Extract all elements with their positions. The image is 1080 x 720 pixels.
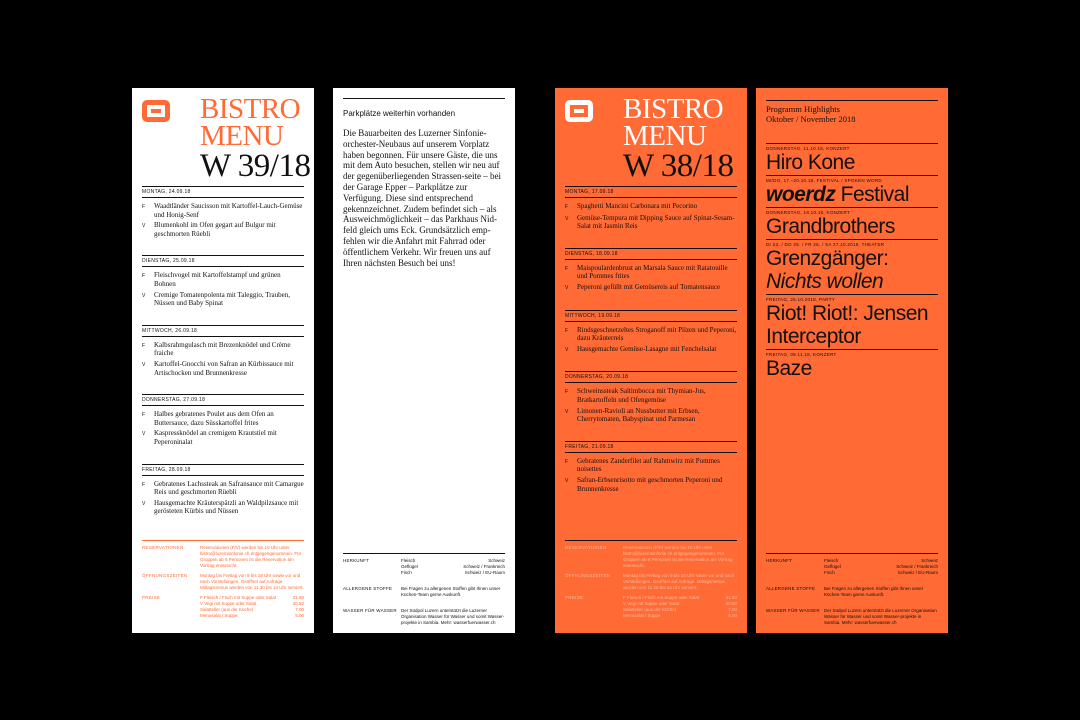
event-name: Baze <box>766 357 812 380</box>
origin-item: Fisch <box>401 570 412 575</box>
price-value: 20.50 <box>292 601 304 606</box>
dish <box>142 499 304 516</box>
dish-code: F <box>565 458 569 465</box>
day-block <box>565 186 737 231</box>
reservation-text: Reservationen (F/V) werden bis 10 Uhr unter bistro@luzernsinfonie.ch entgegengenommen. Für Gruppen ab 6 Personen ist die Reservation am Vortrag erwünscht. <box>623 545 733 568</box>
price-value: 21.50 <box>292 595 304 600</box>
dish-text: Blumenkohl im Ofen gegart auf Bulgur mit geschmorten Rüebli <box>154 221 276 238</box>
dish <box>565 283 737 293</box>
prices-label: PREISE <box>565 595 584 600</box>
price-name: F Fleisch / Fisch mit Suppe oder Salat <box>623 595 700 600</box>
event-subtitle: Nichts wollen <box>766 270 884 293</box>
event-list <box>766 143 938 381</box>
notice-heading: Parkplätze weiterhin vorhanden <box>343 98 505 118</box>
hours-row <box>142 569 304 591</box>
dish-text: Kalbsrahmgulasch mit Brezenknödel und Crème fraiche <box>154 340 291 358</box>
dish <box>565 264 737 281</box>
menu-info <box>142 540 304 619</box>
price-name: Menusalat / Suppe <box>623 613 661 618</box>
event-item <box>766 143 938 174</box>
day-block <box>142 464 304 516</box>
program-sheet <box>756 88 948 633</box>
dish <box>565 202 737 212</box>
day-block <box>565 371 737 423</box>
dish-text: Gebratenes Lachssteak an Safransauce mit Camargue Reis und geschmorten Rüebli <box>154 479 304 497</box>
dish <box>565 345 737 355</box>
title-line-2: MENU <box>623 120 707 152</box>
origin-source: Schweiz / Frankreich <box>896 564 938 569</box>
dish-text: Hausgemachte Kräuterspätzli an Waldpilzsauce mit gerösteten Kürbis und Nüssen <box>154 498 299 516</box>
menu-title <box>200 93 311 184</box>
menu-info <box>565 540 737 619</box>
title-line-1: BISTRO <box>200 93 301 125</box>
price-value: 21.50 <box>725 595 737 600</box>
origin-source: Schweiz / Frankreich <box>463 564 505 569</box>
dish-code: F <box>565 327 569 334</box>
day-label: FREITAG, 28.09.18 <box>142 464 304 476</box>
event-item <box>766 349 938 380</box>
program-period: Oktober / November 2018 <box>766 114 856 124</box>
day-block <box>142 394 304 446</box>
hours-row <box>565 569 737 591</box>
reservation-text: Reservationen (F/V) werden bis 10 Uhr unter bistro@luzernsinfonie.ch entgegengenommen. Für Gruppen ab 6 Personen ist die Reservation am Vortrag erwünscht. <box>200 545 302 568</box>
price-value: 7.00 <box>295 607 304 612</box>
day-block <box>565 441 737 493</box>
dish <box>565 214 737 231</box>
allergen-label: ALLERGENE STOFFE <box>766 586 816 591</box>
dish-code: F <box>142 273 146 280</box>
prices-label: PREISE <box>142 595 161 600</box>
dish-text: Fleischvogel mit Kartoffelstampf und grünen Bohnen <box>154 271 281 288</box>
dish-text: Gemüse-Tempura mit Dipping Sauce auf Spinat-Sesam-Salat mit Jasmin Reis <box>577 213 735 231</box>
weekly-menu <box>565 186 737 510</box>
dish <box>565 387 737 404</box>
origin-items <box>824 558 876 576</box>
price-list <box>623 595 737 619</box>
reservation-row <box>565 541 737 569</box>
event-name: Hiro Kone <box>766 151 855 174</box>
dish-text: Waadtländer Saucisson mit Kartoffel-Lauch-Gemüse und Honig-Senf <box>154 202 303 219</box>
origin-source: Schweiz / EU-Raum <box>464 570 505 575</box>
notice-footer <box>343 553 505 632</box>
day-label: MONTAG, 17.09.18 <box>565 186 737 198</box>
dish-text: Peperoni gefüllt mit Gemüsereis auf Tomatensauce <box>577 282 721 291</box>
day-label: DIENSTAG, 25.09.18 <box>142 255 304 267</box>
dish <box>142 429 304 446</box>
day-block <box>142 255 304 307</box>
origin-items <box>401 558 453 576</box>
dish <box>142 341 304 358</box>
event-meta: MI/DO, 17.–20.10.18, FESTIVAL / SPOKEN WORD <box>766 178 882 183</box>
price-line <box>200 613 304 619</box>
event-item <box>766 239 938 293</box>
allergen-row <box>343 582 505 604</box>
event-meta: FREITAG, 26.10.2018, PARTY <box>766 297 836 302</box>
dish-text: Gebratenes Zanderfilet auf Rahmwirz mit Pommes noisettes <box>577 456 720 474</box>
reservation-label: RESERVATIONEN <box>565 545 607 550</box>
dish-text: Limonen-Ravioli an Nussbutter mit Erbsen, Cherrytomaten, Babyspinat und Parmesan <box>577 406 700 424</box>
allergen-text: Bei Fragen zu allergenen Stoffen gibt Ihnen unser Küchen-Team gerne Auskunft. <box>401 586 501 597</box>
dish-code: V <box>142 292 146 299</box>
price-value: 5.00 <box>295 613 304 618</box>
allergen-row <box>766 582 938 604</box>
dish-text: Safran-Erbsenrisotto mit geschmorten Peperoni und Brunnenkresse <box>577 475 723 493</box>
dish-text: Halbes gebratenes Poulet aus dem Ofen an Buttersauce, dazu Süsskartoffel frites <box>154 410 274 427</box>
price-name: V Vegi mit Suppe oder Salat <box>200 601 257 606</box>
water-row <box>766 604 938 632</box>
dish-code: F <box>565 204 569 210</box>
dish-code: V <box>142 500 146 507</box>
program-footer <box>766 553 938 632</box>
event-name: Grenzgänger: <box>766 247 889 270</box>
program-title: Programm Highlights <box>766 104 840 114</box>
origin-item: Fleisch <box>401 558 416 563</box>
event-item <box>766 175 938 206</box>
origin-sources <box>876 558 938 576</box>
event-name: woerdz Festival <box>766 183 910 206</box>
dish-code: F <box>142 204 146 210</box>
dish-text: Maispoulardenbrust an Marsala Sauce mit Ratatouille und Pommes frites <box>577 263 728 281</box>
dish-text: Hausgemachte Gemüse-Lasagne mit Fenchelsalat <box>577 344 717 353</box>
dish-text: Spaghetti Mancini Carbonara mit Pecorino <box>577 202 698 210</box>
event-item <box>766 207 938 238</box>
price-value: 5.00 <box>728 613 737 618</box>
water-text: Der Südpol Luzern unterstützt die Luzerner Organisation Wasser für Wasser und somit Wasser-projekte in Sambia. Mehr: wasserfuerwasser.ch <box>401 608 505 625</box>
allergen-text: Bei Fragen zu allergenen Stoffen gibt Ihnen unser Küchen-Team gerne Auskunft. <box>824 586 924 597</box>
day-block <box>142 325 304 377</box>
event-item <box>766 294 938 348</box>
origin-sources <box>453 558 505 576</box>
dish <box>565 476 737 493</box>
dish-text: Kaspressknödel an cremigem Krautstiel mit Peperoninalat <box>154 429 277 446</box>
dish-code: V <box>565 477 569 484</box>
origin-item: Fisch <box>824 570 835 575</box>
week-number: W 39/18 <box>200 148 311 184</box>
dish <box>142 271 304 288</box>
price-value: 20.50 <box>725 601 737 606</box>
reservation-row <box>142 541 304 569</box>
origin-source: Schweiz <box>921 558 938 563</box>
dish-code: V <box>565 346 569 353</box>
price-line <box>623 613 737 619</box>
menu-sheet-w39 <box>132 88 314 633</box>
day-block <box>565 310 737 355</box>
hours-label: ÖFFNUNGSZEITEN <box>565 573 611 578</box>
dish-code: F <box>142 481 146 488</box>
water-label: WASSER FÜR WASSER <box>343 608 397 613</box>
price-name: Menusalat / Suppe <box>200 613 238 618</box>
program-heading <box>766 100 938 124</box>
dish-code: F <box>142 342 146 349</box>
day-label: MITTWOCH, 19.09.18 <box>565 310 737 322</box>
origin-source: Schweiz / EU-Raum <box>897 570 938 575</box>
dish-code: F <box>142 412 146 419</box>
dish <box>142 202 304 219</box>
bistro-s-logo-icon <box>142 100 170 122</box>
hours-text: Montag bis Freitag von 9 bis 18 Uhr sowie vor und nach Vorstellungen. Geöffnet auf Anfrage. Mittagsmenus werden von 11.30 bis 14 Uhr serviert. <box>200 573 304 590</box>
day-block <box>142 186 304 238</box>
bistro-s-logo-icon <box>565 100 593 122</box>
dish-text: Kartoffel-Gnocchi von Safran an Kürbissauce mit Artischocken und Brunnenkresse <box>154 359 294 377</box>
origin-row <box>343 554 505 582</box>
price-name: V Vegi mit Suppe oder Salat <box>623 601 680 606</box>
water-row <box>343 604 505 632</box>
dish-code: V <box>565 408 569 415</box>
allergen-label: ALLERGENE STOFFE <box>343 586 393 591</box>
dish-text: Schweinssteak Saltimbocca mit Thymian-Jus, Bratkartoffeln und Ofengemüse <box>577 387 706 404</box>
event-meta: DONNERSTAG, 18.10.18, KONZERT <box>766 210 851 215</box>
origin-item: Fleisch <box>824 558 839 563</box>
dish-code: V <box>565 284 569 291</box>
event-name-woerdz: woerdz <box>766 183 836 206</box>
origin-item: Geflügel <box>401 564 418 569</box>
day-label: DIENSTAG, 18.09.18 <box>565 248 737 260</box>
price-value: 7.00 <box>728 607 737 612</box>
prices-row <box>142 591 304 619</box>
menu-title <box>623 93 734 184</box>
day-block <box>565 248 737 293</box>
day-label: MONTAG, 24.09.18 <box>142 186 304 198</box>
dish-code: F <box>565 389 569 396</box>
day-label: DONNERSTAG, 27.09.18 <box>142 394 304 406</box>
dish <box>142 410 304 427</box>
dish <box>142 480 304 497</box>
price-list <box>200 595 304 619</box>
dish <box>565 326 737 343</box>
origin-item: Geflügel <box>824 564 841 569</box>
event-meta: DONNERSTAG, 11.10.18, KONZERT <box>766 146 850 151</box>
water-text: Der Südpol Luzern unterstützt die Luzerner Organisation Wasser für Wasser und somit Wasser-projekte in Sambia. Mehr: wasserfuerwasser.ch <box>824 608 937 625</box>
dish-code: F <box>565 265 569 272</box>
event-name: Riot! Riot!: Jensen Interceptor <box>766 302 929 348</box>
notice-body: Die Bauarbeiten des Luzerner Sinfonie-orchester-Neubaus auf unserem Vorplatz haben begonnen. Für unsere Gäste, die uns mit dem Auto besuchen, stellen wir neu auf der gegenüberliegenden Strassen-seite – bei der Garage Epper – Parkplätze zur Verfügung. Diese sind entsprechend gekennzeichnet. Zudem befindet sich – als Ausweichmöglichkeit – das Parkhaus Nid-feld gleich ums Eck. Grundsätzlich emp-fehlen wir die Anfahrt mit Fahrrad oder öffentlichem Verkehr. Wir freuen uns auf Ihren nächsten Besuch bei uns! <box>343 128 501 268</box>
price-name: Salatteller (aus der Küche) <box>623 607 677 612</box>
origin-label: HERKUNFT <box>766 558 793 563</box>
title-line-1: BISTRO <box>623 93 724 125</box>
dish-code: V <box>565 215 569 222</box>
day-label: MITTWOCH, 26.09.18 <box>142 325 304 337</box>
dish <box>142 360 304 377</box>
dish-code: V <box>142 223 146 230</box>
event-meta: FREITAG, 09.11.18, KONZERT <box>766 352 837 357</box>
prices-row <box>565 591 737 619</box>
menu-sheet-w38 <box>555 88 747 633</box>
title-line-2: MENU <box>200 120 284 152</box>
event-name: Grandbrothers <box>766 215 895 238</box>
dish-text: Rindsgeschnetzeltes Stroganoff mit Pilzen und Peperoni, dazu Kräuterreis <box>577 325 737 343</box>
notice-sheet <box>333 88 515 633</box>
dish <box>565 457 737 474</box>
hours-text: Montag bis Freitag von 9 bis 18 Uhr sowie vor und nach Vorstellungen. Geöffnet auf Anfrage. Mittagsmenus werden von 11.30 bis 14 Uhr serviert. <box>623 573 735 590</box>
reservation-label: RESERVATIONEN <box>142 545 184 550</box>
dish-text: Cremige Tomatenpolenta mit Taleggio, Trauben, Nüssen und Baby Spinat <box>154 290 291 308</box>
hours-label: ÖFFNUNGSZEITEN <box>142 573 188 578</box>
origin-row <box>766 554 938 582</box>
dish <box>565 407 737 424</box>
dish-code: V <box>142 431 146 438</box>
weekly-menu <box>142 186 304 533</box>
origin-source: Schweiz <box>488 558 505 563</box>
water-label: WASSER FÜR WASSER <box>766 608 820 613</box>
origin-label: HERKUNFT <box>343 558 370 563</box>
dish-code: V <box>142 361 146 368</box>
day-label: DONNERSTAG, 20.09.18 <box>565 371 737 383</box>
week-number: W 38/18 <box>623 148 734 184</box>
price-name: F Fleisch / Fisch mit Suppe oder Salat <box>200 595 277 600</box>
price-name: Salatteller (aus der Küche) <box>200 607 254 612</box>
dish <box>142 291 304 308</box>
dish <box>142 221 304 238</box>
day-label: FREITAG, 21.09.18 <box>565 441 737 453</box>
event-meta: DI 23. / DO 25. / FR 26. / SA 27.10.2018, THEATER <box>766 242 885 247</box>
